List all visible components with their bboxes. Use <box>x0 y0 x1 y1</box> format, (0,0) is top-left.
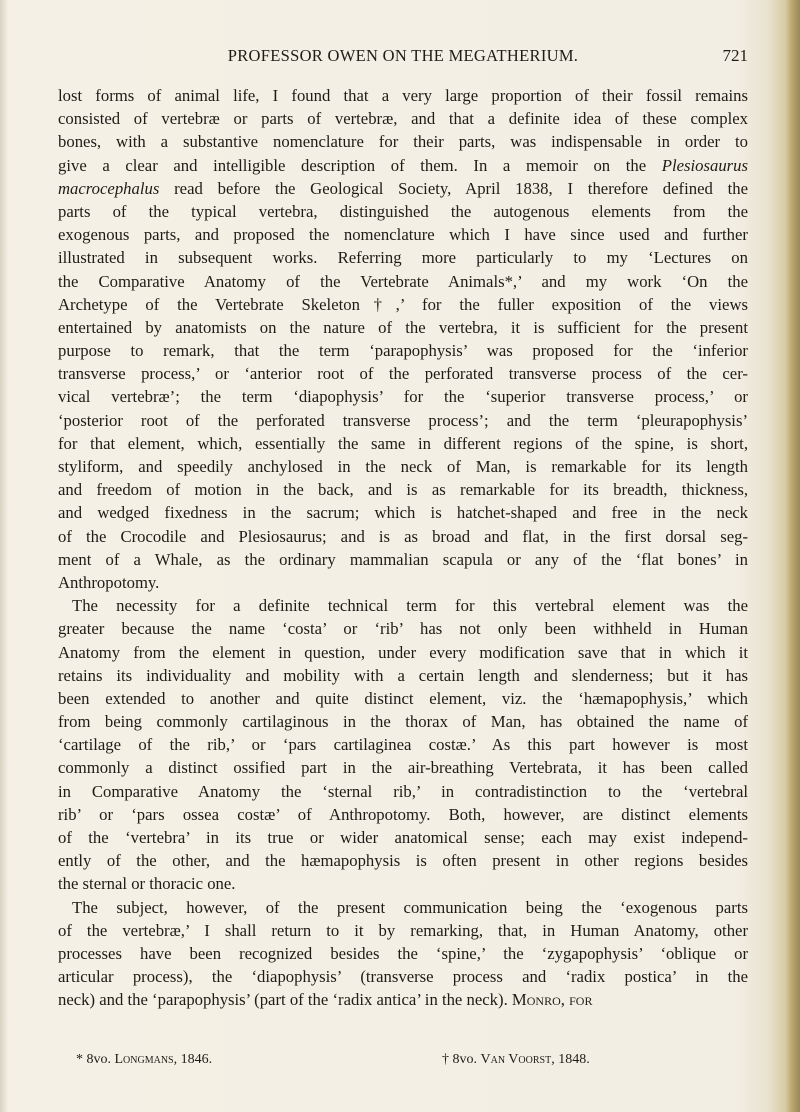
page-left-margin-shadow <box>0 0 8 1112</box>
line-text: for that element, which, essentially the same in different regions of the spine, is short, <box>58 433 748 453</box>
text-line <box>58 965 748 988</box>
line-text: vical vertebræ’; the term ‘diapophysis’ for the ‘superior transverse process,’ or <box>58 387 748 407</box>
text-line <box>58 478 748 501</box>
running-title: PROFESSOR OWEN ON THE MEGATHERIUM. <box>227 46 579 65</box>
text-line <box>58 942 748 965</box>
body-text <box>58 84 748 1012</box>
text-line <box>58 339 748 362</box>
text-line <box>58 432 748 455</box>
footnotes <box>76 1052 736 1074</box>
text-line <box>58 988 748 1011</box>
line-text: the sternal or thoracic one. <box>58 874 236 894</box>
running-head <box>58 46 748 68</box>
line-text: entertained by anatomists on the nature of the vertebra, it is sufficient for the present <box>58 317 748 337</box>
line-text: greater because the name ‘costa’ or ‘rib’ has not only been withheld in Human <box>58 619 748 639</box>
line-text: Anthropotomy. <box>58 572 160 592</box>
footnote-right-text: † 8vo. Van Voorst, 1848. <box>442 1052 590 1067</box>
text-line <box>58 200 748 223</box>
line-text: retains its individuality and mobility with a certain length and slenderness; but it has <box>58 665 748 685</box>
line-text: purpose to remark, that the term ‘parapophysis’ was proposed for the ‘inferior <box>58 341 748 361</box>
text-line <box>58 733 748 756</box>
text-line <box>58 130 748 153</box>
text-line <box>58 246 748 269</box>
text-line <box>58 780 748 803</box>
text-line <box>58 501 748 524</box>
text-line <box>58 385 748 408</box>
text-line <box>58 872 748 895</box>
text-line <box>58 223 748 246</box>
book-binding-edge <box>786 0 800 1112</box>
line-text: consisted of vertebræ or parts of vertebræ, and that a definite idea of these complex <box>58 109 748 129</box>
text-line <box>58 362 748 385</box>
text-line <box>58 316 748 339</box>
text-line <box>58 177 748 200</box>
text-line <box>58 594 748 617</box>
line-text: of the ‘vertebra’ in its true or wider anatomical sense; each may exist independ- <box>58 828 748 847</box>
text-line <box>58 154 748 177</box>
line-text: The subject, however, of the present communication being the ‘exogenous parts <box>72 897 748 917</box>
line-text: styliform, and speedily anchylosed in the neck of Man, is remarkable for its length <box>58 457 748 476</box>
line-text: ently of the other, and the hæmapophysis is often present in other regions besides <box>58 851 748 871</box>
text-line <box>58 548 748 571</box>
footnote-left-text: * 8vo. Longmans, 1846. <box>76 1052 213 1067</box>
italic-term: Plesiosaurus <box>661 155 748 175</box>
line-text: parts of the typical vertebra, distinguished the autogenous elements from the <box>58 201 748 221</box>
line-text: illustrated in subsequent works. Referring more particularly to my ‘Lectures on <box>58 248 748 268</box>
line-text: of the vertebræ,’ I shall return to it by remarking, that, in Human Anatomy, other <box>58 920 748 940</box>
page-number: 721 <box>722 46 748 65</box>
line-text: from being commonly cartilaginous in the thorax of Man, has obtained the name of <box>58 712 748 732</box>
footnote-van-voorst <box>442 1052 590 1068</box>
text-line <box>58 641 748 664</box>
line-text: articular process), the ‘diapophysis’ (transverse process and ‘radix postica’ in the <box>58 967 748 987</box>
line-text: give a clear and intelligible description of them. In a memoir on the <box>58 155 647 175</box>
author-name: Monro, for <box>511 990 593 1010</box>
text-line <box>58 687 748 710</box>
text-line <box>58 803 748 826</box>
line-text: neck) and the ‘parapophysis’ (part of the ‘radix antica’ in the neck). <box>58 990 508 1010</box>
line-text: the Comparative Anatomy of the Vertebrate Animals*,’ and my work ‘On the <box>58 271 748 291</box>
line-text: Anatomy from the element in question, under every modification save that in which it <box>58 642 748 662</box>
line-text: commonly a distinct ossified part in the air-breathing Vertebrata, it has been called <box>58 758 748 778</box>
line-text: been extended to another and quite distinct element, viz. the ‘hæmapophysis,’ which <box>58 688 748 708</box>
text-line <box>58 409 748 432</box>
line-text: bones, with a substantive nomenclature for their parts, was indispensable in order to <box>58 132 748 152</box>
text-line <box>58 571 748 594</box>
text-line <box>58 826 748 849</box>
text-line <box>58 293 748 316</box>
line-text: Archetype of the Vertebrate Skeleton†,’ for the fuller exposition of the views <box>58 294 748 314</box>
line-text: read before the Geological Society, April 1838, I therefore defined the <box>174 178 748 198</box>
text-line <box>58 107 748 130</box>
line-text: lost forms of animal life, I found that a very large proportion of their fossil remains <box>58 86 748 105</box>
text-line <box>58 664 748 687</box>
text-line <box>58 84 748 107</box>
footnote-longmans <box>76 1052 212 1068</box>
text-line <box>58 617 748 640</box>
line-text: and wedged fixedness in the sacrum; which is hatchet-shaped and free in the neck <box>58 503 748 523</box>
text-line <box>58 270 748 293</box>
text-line <box>58 896 748 919</box>
text-line <box>58 710 748 733</box>
text-line <box>58 455 748 478</box>
line-text: in Comparative Anatomy the ‘sternal rib,’ in contradistinction to the ‘vertebral <box>58 781 748 801</box>
line-text: ment of a Whale, as the ordinary mammalian scapula or any of the ‘flat bones’ in <box>58 549 748 569</box>
publisher-name: Longmans <box>114 1052 174 1067</box>
text-line <box>58 525 748 548</box>
text-line <box>58 919 748 942</box>
line-text: exogenous parts, and proposed the nomenclature which I have since used and further <box>58 225 748 245</box>
publisher-name: Van Voorst <box>480 1052 552 1067</box>
line-text: ‘cartilage of the rib,’ or ‘pars cartilaginea costæ.’ As this part however is most <box>58 735 748 755</box>
line-text: The necessity for a definite technical term for this vertebral element was the <box>72 596 748 616</box>
line-text: processes have been recognized besides the ‘spine,’ the ‘zygapophysis’ ‘oblique or <box>58 943 748 963</box>
line-text: of the Crocodile and Plesiosaurus; and is as broad and flat, in the first dorsal seg- <box>58 526 748 546</box>
line-text: and freedom of motion in the back, and is as remarkable for its breadth, thickness, <box>58 480 748 500</box>
text-line <box>58 849 748 872</box>
line-text: rib’ or ‘pars ossea costæ’ of Anthropotomy. Both, however, are distinct elements <box>58 804 748 824</box>
line-text: ‘posterior root of the perforated transverse process’; and the term ‘pleurapophysis’ <box>58 410 748 430</box>
text-line <box>58 756 748 779</box>
italic-term: macrocephalus <box>58 178 160 198</box>
line-text: transverse process,’ or ‘anterior root of the perforated transverse process of the cer- <box>58 364 748 384</box>
